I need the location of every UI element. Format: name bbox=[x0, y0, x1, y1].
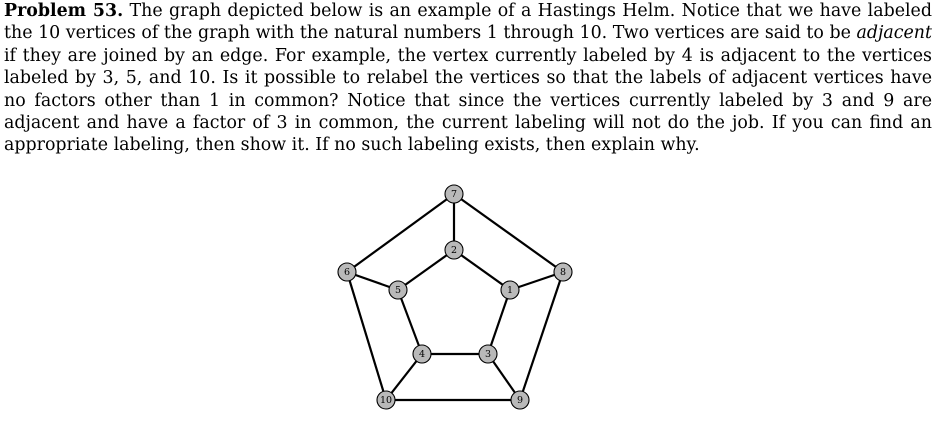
edge-5-4 bbox=[398, 290, 422, 354]
vertex-9-label: 9 bbox=[516, 395, 524, 406]
vertex-7 bbox=[445, 185, 463, 203]
vertex-6-label: 6 bbox=[343, 267, 351, 278]
edge-2-5 bbox=[398, 250, 454, 290]
vertex-8 bbox=[554, 263, 572, 281]
edge-7-8 bbox=[454, 194, 563, 272]
vertex-4-label: 4 bbox=[418, 349, 426, 360]
vertex-6 bbox=[338, 263, 356, 281]
vertex-5 bbox=[389, 281, 407, 299]
vertex-2-label: 2 bbox=[450, 245, 458, 256]
vertex-7-label: 7 bbox=[450, 189, 458, 200]
problem-heading: Problem 53. bbox=[4, 1, 124, 21]
vertex-5-label: 5 bbox=[394, 285, 402, 296]
edge-1-3 bbox=[488, 290, 510, 354]
edge-2-1 bbox=[454, 250, 510, 290]
vertex-2 bbox=[445, 241, 463, 259]
edge-6-10 bbox=[347, 272, 386, 400]
vertex-3-label: 3 bbox=[484, 349, 492, 360]
vertex-10 bbox=[377, 391, 395, 409]
problem-text-part-1: The graph depicted below is an example of a Hastings Helm. Notice that we have labeled the 10 vertices of the graph with the natural numbers 1 through 10. Two vertices are said to be bbox=[4, 1, 932, 44]
vertex-4 bbox=[413, 345, 431, 363]
graph-edges bbox=[347, 194, 563, 400]
vertex-9 bbox=[511, 391, 529, 409]
vertex-1-label: 1 bbox=[506, 285, 514, 296]
edge-8-9 bbox=[520, 272, 563, 400]
vertex-10-label: 10 bbox=[379, 395, 393, 406]
vertex-3 bbox=[479, 345, 497, 363]
problem-text-part-2: if they are joined by an edge. For example, the vertex currently labeled by 4 is adjacent to the vertices labeled by 3, 5, and 10. Is it possible to relabel the vertices so that the labels of adjacent vertices have no factors other than 1 in common? Notice that since the vertices currently labeled by 3 and 9 are adjacent and have a factor of 3 in common, the current labeling will not do the job. If you can find an appropriate labeling, then show it. If no such labeling exists, then explain why. bbox=[4, 45, 932, 156]
vertex-1 bbox=[501, 281, 519, 299]
vertex-8-label: 8 bbox=[559, 267, 567, 278]
problem-term-adjacent: adjacent bbox=[856, 23, 932, 44]
